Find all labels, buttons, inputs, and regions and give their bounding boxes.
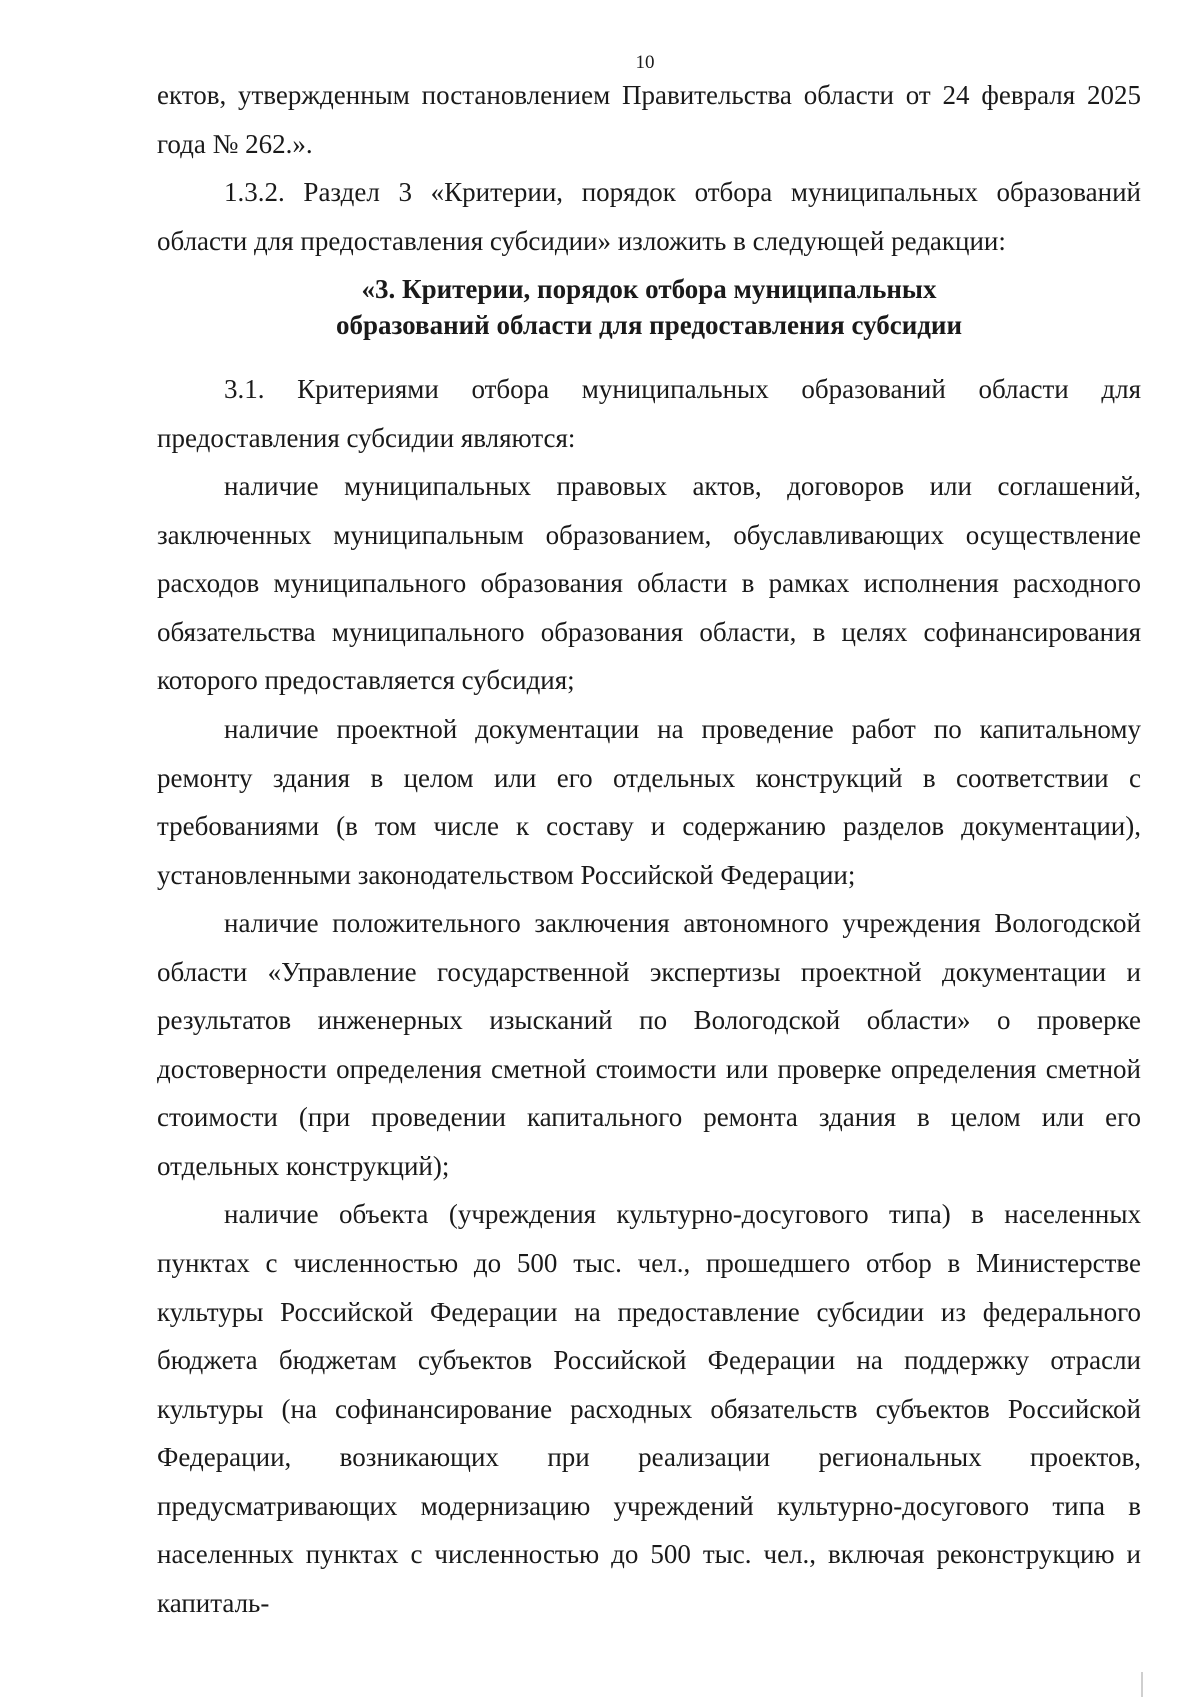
scan-edge-mark: [1141, 1672, 1143, 1697]
paragraph-3-1: 3.1. Критериями отбора муниципальных образований области для предоставления субсидии являются:: [157, 374, 1141, 453]
criterion-project-documentation: наличие проектной документации на проведение работ по капитальному ремонту здания в целом или его отдельных конструкций в соответствии с требованиями (в том числе к составу и содержанию разделов документации), установленными законодательством Российской Федерации;: [157, 714, 1141, 890]
criterion-cultural-facility: наличие объекта (учреждения культурно-досугового типа) в населенных пунктах с численностью до 500 тыс. чел., прошедшего отбор в Министерстве культуры Российской Федерации на предоставление субсидии из федерального бюджета бюджетам субъектов Российской Федерации на поддержку отрасли культуры (на софинансирование расходных обязательств субъектов Российской Федерации, возникающих при реализации региональных проектов, предусматривающих модернизацию учреждений культурно-досугового типа в населенных пунктах с численностью до 500 тыс. чел., включая реконструкцию и капиталь-: [157, 1199, 1141, 1618]
section-heading-line-2: образований области для предоставления субсидии: [335, 310, 963, 341]
paragraph-continuation: ектов, утвержденным постановлением Правительства области от 24 февраля 2025 года № 262.».: [157, 80, 1141, 159]
section-heading-line-1: «3. Критерии, порядок отбора муниципальных: [361, 274, 937, 305]
criterion-positive-conclusion: наличие положительного заключения автономного учреждения Вологодской области «Управление государственной экспертизы проектной документации и результатов инженерных изысканий по Вологодской области» о проверке достоверности определения сметной стоимости или проверке определения сметной стоимости (при проведении капитального ремонта здания в целом или его отдельных конструкций);: [157, 908, 1141, 1181]
paragraph-amendment-1-3-2: 1.3.2. Раздел 3 «Критерии, порядок отбора муниципальных образований области для предоставления субсидии» изложить в следующей редакции:: [157, 177, 1141, 256]
criterion-legal-acts: наличие муниципальных правовых актов, договоров или соглашений, заключенных муниципальным образованием, обуславливающих осуществление расходов муниципального образования области в рамках исполнения расходного обязательства муниципального образования области, в целях софинансирования которого предоставляется субсидия;: [157, 471, 1141, 696]
section-heading: [157, 271, 1141, 343]
document-body: [157, 71, 1141, 1627]
page-number: 10: [635, 52, 655, 73]
